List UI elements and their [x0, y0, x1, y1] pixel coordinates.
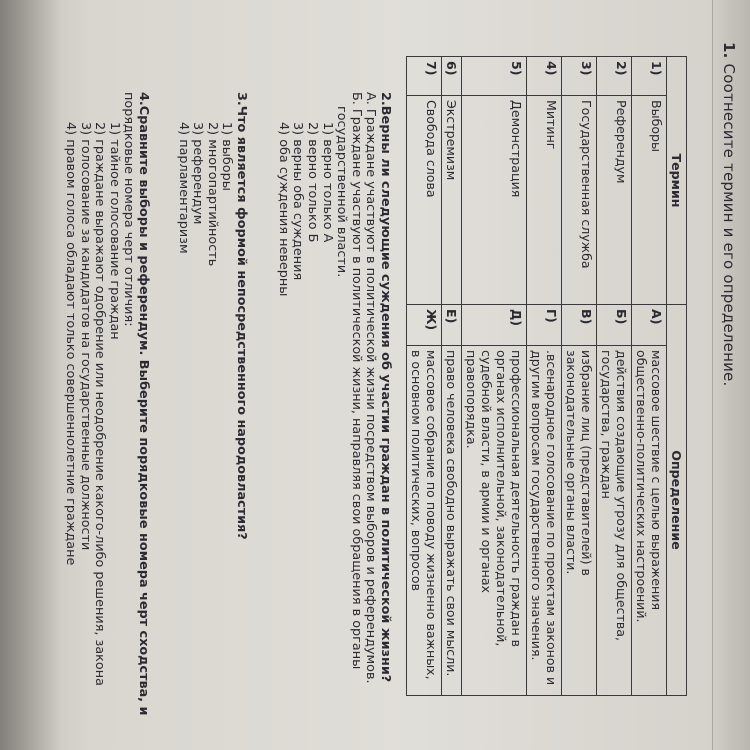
task2-option: 2) верно только Б — [305, 122, 321, 243]
task2-option: 3) верны оба суждения — [290, 122, 306, 281]
task2-statement-b-cont: государственной власти. — [334, 106, 350, 278]
row-term: Демонстрация — [462, 96, 527, 305]
row-definition: действия создающие угрозу для общества, государства, граждан — [597, 346, 632, 696]
row-term: Выборы — [632, 96, 667, 305]
task3-title: 3.Что является формой непосредственного народовластия? — [234, 92, 249, 540]
task1-number: 1. — [720, 42, 738, 59]
task4-option: 4) правом голоса обладают только совершеннолетние граждане — [63, 122, 79, 566]
row-letter: Б) — [597, 305, 632, 346]
table-row — [562, 57, 597, 696]
task3-block — [175, 92, 248, 540]
task4-option: 2) граждане выражают одобрение или неодобрение какого-либо решения, закона — [92, 122, 108, 686]
task1-title-text: Соотнесите термин и его определение. — [720, 63, 738, 387]
row-definition: .всенародное голосование по проектам законов и другим вопросам государственного значения. — [527, 346, 562, 696]
task2-option: 1) верно только А — [319, 122, 335, 243]
row-letter: Ж) — [407, 305, 442, 346]
task2-block — [275, 92, 392, 684]
table-row — [527, 57, 562, 696]
table-row — [597, 57, 632, 696]
task4-option: 1) тайное голосование граждан — [106, 122, 122, 340]
task3-option: 3) референдум — [190, 122, 206, 225]
task4-title-cont: порядковые номера черт отличия: — [121, 92, 137, 327]
row-term: Государственная служба — [562, 96, 597, 305]
task2-title: 2.Верны ли следующие суждения об участии граждан в политической жизни? — [378, 92, 393, 683]
task4-title: 4.Сравните выборы и референдум. Выберите порядковые номера черт сходства, и — [136, 92, 151, 716]
row-definition: массовое собрание по поводу жизненно важных, в основном политических, вопросов — [407, 346, 442, 696]
row-term: Экстремизм — [442, 96, 462, 305]
row-number: 1) — [632, 57, 667, 96]
task4-option: 3) голосование за кандидатов на государственные должности — [77, 122, 93, 551]
terms-table — [406, 56, 687, 696]
task2-option: 4) оба суждения неверны — [275, 122, 291, 297]
row-term: Референдум — [597, 96, 632, 305]
row-definition: право человека свободно выражать свои мысли. — [442, 346, 462, 696]
row-term: Свобода слова — [407, 96, 442, 305]
row-number: 5) — [462, 57, 527, 96]
table-row — [462, 57, 527, 696]
task3-option: 4) парламентаризм — [175, 122, 191, 254]
table-row — [632, 57, 667, 696]
row-number: 2) — [597, 57, 632, 96]
table-header-row — [667, 57, 687, 696]
row-definition: избрание лиц (представителей) в законодательные органы власти. — [562, 346, 597, 696]
row-number: 6) — [442, 57, 462, 96]
table-row — [407, 57, 442, 696]
table-row — [442, 57, 462, 696]
header-definition: Определение — [667, 305, 687, 696]
row-definition: массовое шествие с целью выражения общественно-политических настроений. — [632, 346, 667, 696]
task1-title — [720, 42, 738, 386]
row-letter: Е) — [442, 305, 462, 346]
header-term: Термин — [667, 57, 687, 305]
task2-statement-b: Б. Граждане участвуют в политической жизни, направляя свои обращения в органы — [348, 92, 364, 670]
row-letter: Д) — [462, 305, 527, 346]
row-number: 7) — [407, 57, 442, 96]
task2-statement-a: А. Граждане участвуют в политической жизни посредством выборов и референдумов. — [363, 92, 379, 684]
task3-option: 2) многопартийность — [204, 122, 220, 267]
row-number: 3) — [562, 57, 597, 96]
row-term: Митинг — [527, 96, 562, 305]
row-letter: А) — [632, 305, 667, 346]
row-letter: Г) — [527, 305, 562, 346]
row-definition: профессиональная деятельность граждан в органах исполнительной, законодательной, судебной власти, в армии и органах правопорядка. — [462, 346, 527, 696]
row-letter: В) — [562, 305, 597, 346]
row-number: 4) — [527, 57, 562, 96]
task3-option: 1) выборы — [219, 122, 235, 191]
task4-block — [62, 92, 150, 716]
